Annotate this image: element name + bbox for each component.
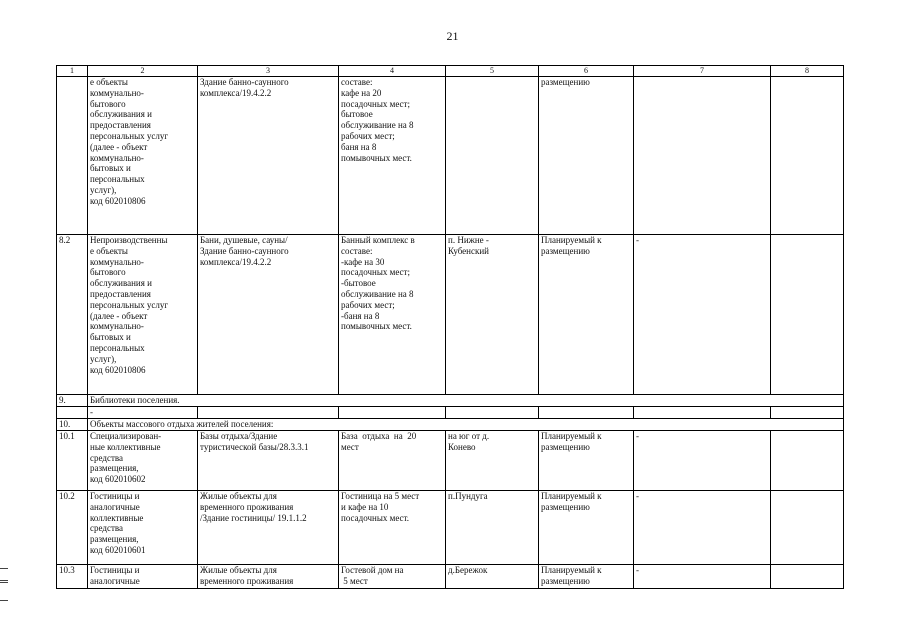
empty-cell xyxy=(634,407,771,419)
cell-col7: - xyxy=(634,565,771,589)
cell-dash: - xyxy=(88,407,198,419)
cell-col7: - xyxy=(634,491,771,565)
cell-characteristics: Банный комплекс в составе: -кафе на 30 посадочных мест; -бытовое обслуживание на 8 рабочих мест; -баня на 8 помывочных мест. xyxy=(339,235,446,395)
cell-characteristics: составе: кафе на 20 посадочных мест; бытовое обслуживание на 8 рабочих мест; баня на 8 помывочных мест. xyxy=(339,77,446,235)
column-number-row xyxy=(57,66,844,77)
col-num: 6 xyxy=(539,66,634,77)
cell-location: д.Бережок xyxy=(446,565,539,589)
cell-characteristics: База отдыха на 20 мест xyxy=(339,431,446,491)
cell-object-type: Гостиницы и аналогичные коллективные средства размещения, код 602010601 xyxy=(88,491,198,565)
cell-object-type: Гостиницы и аналогичные xyxy=(88,565,198,589)
cell-col7 xyxy=(634,77,771,235)
cell-col8 xyxy=(771,235,844,395)
table-row xyxy=(57,407,844,419)
cell-number: 10.2 xyxy=(57,491,88,565)
margin-mark xyxy=(0,568,8,569)
section-number: 9. xyxy=(57,395,88,407)
cell-status: размещению xyxy=(539,77,634,235)
section-row xyxy=(57,395,844,407)
col-num: 5 xyxy=(446,66,539,77)
cell-location: на юг от д. Конево xyxy=(446,431,539,491)
cell-status: Планируемый к размещению xyxy=(539,565,634,589)
cell-object-name: Здание банно-саунного комплекса/19.4.2.2 xyxy=(198,77,339,235)
cell-col7: - xyxy=(634,431,771,491)
cell-col8 xyxy=(771,431,844,491)
cell-status: Планируемый к размещению xyxy=(539,235,634,395)
cell-location: п. Нижне - Кубенский xyxy=(446,235,539,395)
cell-characteristics: Гостиница на 5 мест и кафе на 10 посадочных мест. xyxy=(339,491,446,565)
cell-status: Планируемый к размещению xyxy=(539,431,634,491)
margin-mark xyxy=(0,600,8,601)
cell-object-name: Жилые объекты для временного проживания /Здание гостиницы/ 19.1.1.2 xyxy=(198,491,339,565)
empty-cell xyxy=(198,407,339,419)
cell-col8 xyxy=(771,565,844,589)
planning-table xyxy=(56,65,844,589)
cell-object-name: Жилые объекты для временного проживания xyxy=(198,565,339,589)
section-row xyxy=(57,419,844,431)
margin-mark xyxy=(0,582,8,583)
empty-cell xyxy=(446,407,539,419)
cell-location xyxy=(446,77,539,235)
cell-object-name: Базы отдыха/Здание туристической базы/28.3.3.1 xyxy=(198,431,339,491)
table-row xyxy=(57,235,844,395)
cell-col7: - xyxy=(634,235,771,395)
margin-mark xyxy=(0,580,8,581)
section-title: Библиотеки поселения. xyxy=(88,395,844,407)
empty-cell xyxy=(57,407,88,419)
section-title: Объекты массового отдыха жителей поселения: xyxy=(88,419,844,431)
table-row xyxy=(57,77,844,235)
col-num: 1 xyxy=(57,66,88,77)
cell-number: 8.2 xyxy=(57,235,88,395)
cell-characteristics: Гостевой дом на 5 мест xyxy=(339,565,446,589)
cell-object-type: Непроизводственны е объекты коммунально- бытового обслуживания и предоставления персональных услуг (далее - объект коммунально- бытовых и персональных услуг), код 602010806 xyxy=(88,235,198,395)
cell-col8 xyxy=(771,491,844,565)
cell-object-type: Специализирован- ные коллективные средства размещения, код 602010602 xyxy=(88,431,198,491)
col-num: 2 xyxy=(88,66,198,77)
table-row xyxy=(57,431,844,491)
col-num: 8 xyxy=(771,66,844,77)
cell-number xyxy=(57,77,88,235)
table-row xyxy=(57,491,844,565)
col-num: 4 xyxy=(339,66,446,77)
section-number: 10. xyxy=(57,419,88,431)
cell-object-type: е объекты коммунально- бытового обслуживания и предоставления персональных услуг (далее - объект коммунально- бытовых и персональных услуг), код 602010806 xyxy=(88,77,198,235)
cell-location: п.Пундуга xyxy=(446,491,539,565)
empty-cell xyxy=(339,407,446,419)
cell-col8 xyxy=(771,77,844,235)
empty-cell xyxy=(771,407,844,419)
page-number: 21 xyxy=(446,29,459,43)
empty-cell xyxy=(539,407,634,419)
cell-number: 10.3 xyxy=(57,565,88,589)
col-num: 3 xyxy=(198,66,339,77)
col-num: 7 xyxy=(634,66,771,77)
cell-status: Планируемый к размещению xyxy=(539,491,634,565)
cell-number: 10.1 xyxy=(57,431,88,491)
table-row xyxy=(57,565,844,589)
cell-object-name: Бани, душевые, сауны/ Здание банно-саунного комплекса/19.4.2.2 xyxy=(198,235,339,395)
